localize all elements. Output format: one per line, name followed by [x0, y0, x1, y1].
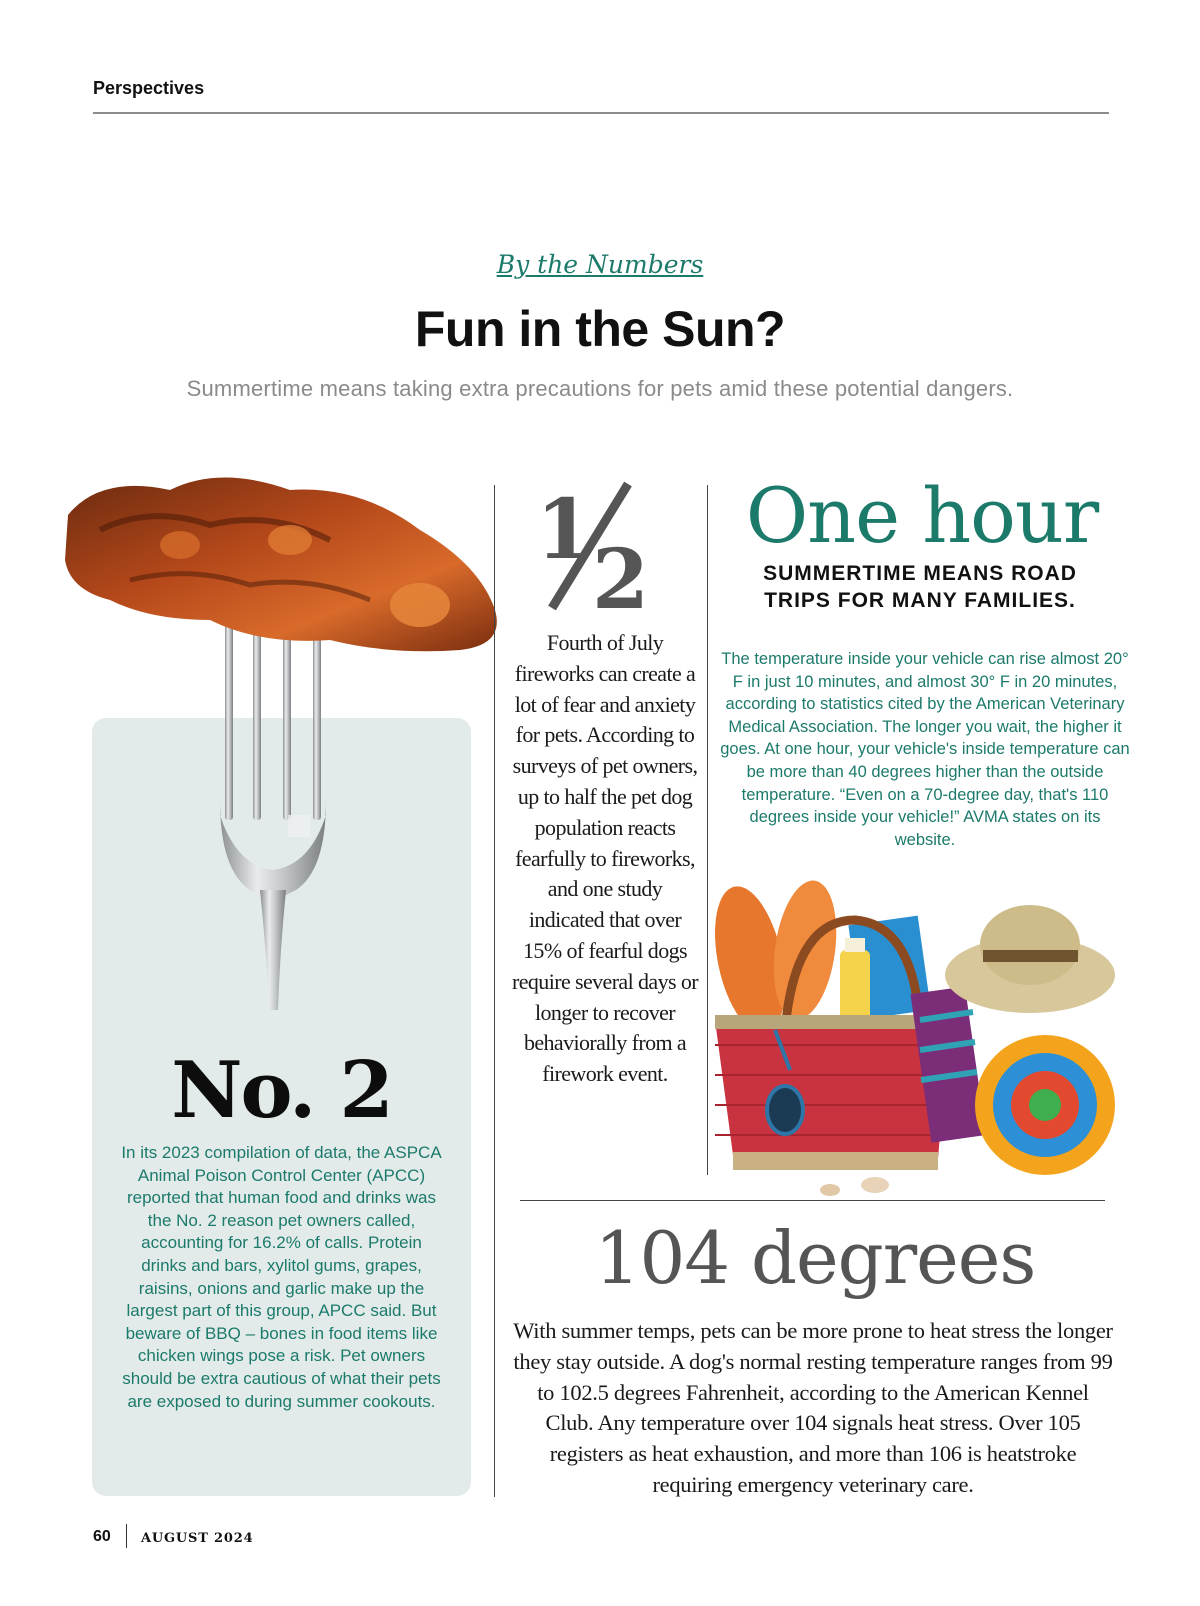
section-label: Perspectives: [93, 78, 205, 98]
column-divider-left: [494, 485, 495, 1497]
kicker: By the Numbers: [496, 250, 704, 279]
page-title: Fun in the Sun?: [414, 301, 786, 357]
half-body: Fourth of July fireworks can create a lot of fear and anxiety for pets. According to surveys of pet owners, up to half the pet dog population reacts fearfully to fireworks, and one study indicated that over 15% of fearful dogs require several days or longer to recover behaviorally from a firework event.: [512, 630, 698, 1087]
deck: Summertime means taking extra precautions for pets amid these potential dangers.: [186, 376, 1014, 401]
footer-divider: [126, 1524, 127, 1548]
page-number: 60: [93, 1528, 111, 1545]
half-numerator: 1: [536, 482, 594, 578]
one-hour-stat: One hour: [745, 471, 1099, 560]
no2-stat: No. 2: [171, 1045, 392, 1136]
header-divider: [93, 112, 1109, 114]
issue-date: AUGUST 2024: [141, 1531, 254, 1546]
degrees-body: With summer temps, pets can be more prone to heat stress the longer they stay outside. A dog's normal resting temperature ranges from 99 to 102.5 degrees Fahrenheit, according to the American Kennel Club. Any temperature over 104 signals heat stress. Over 105 registers as heat exhaustion, and more than 106 is heatstroke requiring emergency veterinary care.: [513, 1318, 1113, 1497]
half-denominator: 2: [592, 532, 650, 615]
degrees-stat: 104 degrees: [594, 1216, 1036, 1300]
no2-body: In its 2023 compilation of data, the ASPCA Animal Poison Control Center (APCC) reported that human food and drinks was the No. 2 reason pet owners called, accounting for 16.2% of calls. Protein drinks and bars, xylitol gums, grapes, raisins, onions and garlic make up the largest part of this group, APCC said. But beware of BBQ – bones in food items like chicken wings pose a risk. Pet owners should be extra cautious of what their pets are exposed to during summer cookouts.: [121, 1143, 442, 1411]
beach-bag-image: [715, 880, 1135, 1210]
column-divider-middle: [707, 485, 708, 1175]
one-hour-body: The temperature inside your vehicle can rise almost 20° F in just 10 minutes, and almost 30° F in 20 minutes, according to statistics cited by the American Veterinary Medical Association. The longer you wait, the higher it goes. At one hour, your vehicle's inside temperature can be more than 40 degrees higher than the outside temperature. “Even on a 70-degree day, that's 110 degrees inside your vehicle!” AVMA states on its website.: [720, 650, 1130, 849]
chicken-wing-on-fork-image: [60, 470, 530, 1070]
half-stat: [530, 480, 680, 615]
one-hour-subhead: SUMMERTIME MEANS ROAD TRIPS FOR MANY FAMILIES.: [763, 562, 1077, 612]
